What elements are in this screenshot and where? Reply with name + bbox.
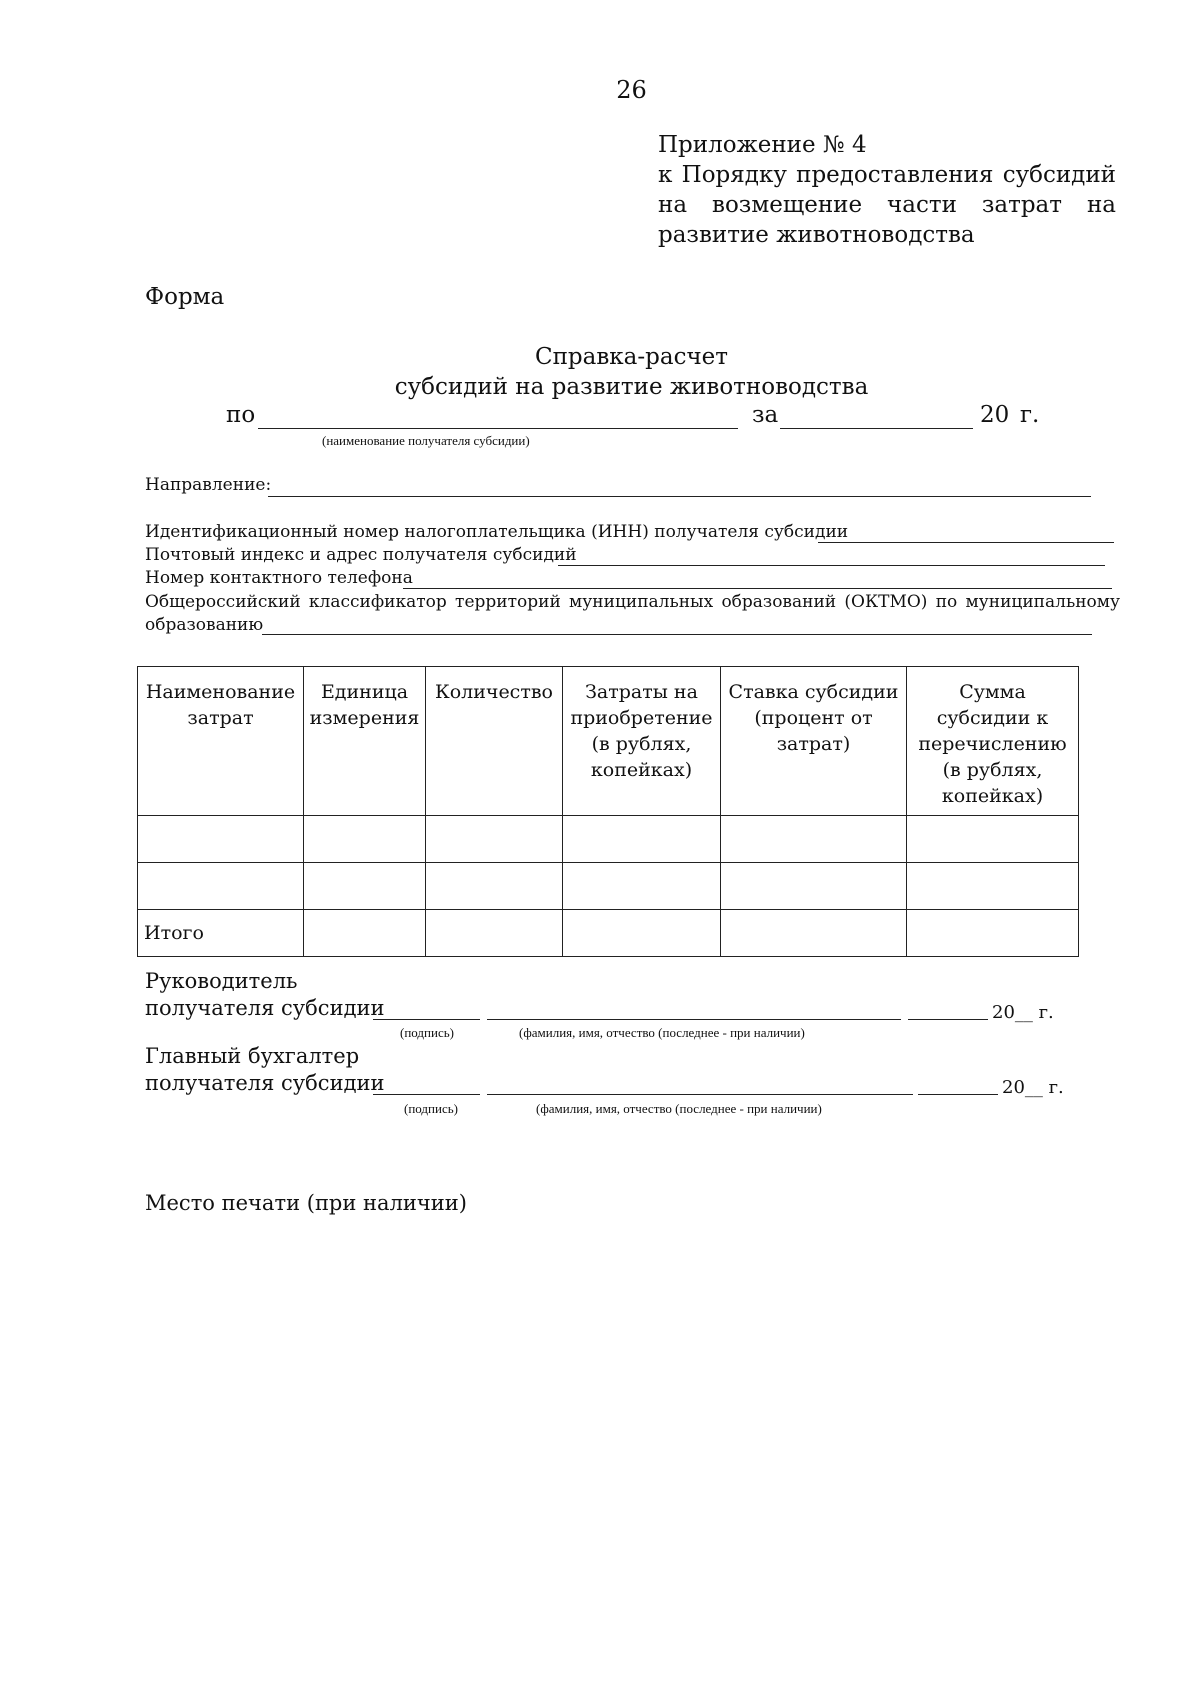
table-cell[interactable]: [721, 910, 907, 957]
table-row: [138, 816, 1079, 863]
table-cell[interactable]: [304, 910, 426, 957]
inn-label: Идентификационный номер налогоплательщика (ИНН) получателя субсидии: [145, 522, 849, 542]
subsidy-table: [137, 666, 1079, 957]
accountant-signature-line[interactable]: [373, 1094, 480, 1095]
direction-line[interactable]: [268, 496, 1091, 497]
recipient-name-line[interactable]: [258, 428, 738, 429]
header-subsidy-rate: Ставка субсидии (процент от затрат): [721, 667, 907, 816]
head-year-mark: 20__ г.: [992, 1002, 1054, 1023]
phone-label: Номер контактного телефона: [145, 568, 413, 588]
accountant-title: Главный бухгалтер: [145, 1044, 360, 1068]
period-suffix: г.: [1020, 402, 1040, 428]
address-label: Почтовый индекс и адрес получателя субсидий: [145, 545, 577, 565]
accountant-name-hint: (фамилия, имя, отчество (последнее - при наличии): [536, 1101, 822, 1116]
period-middle: за: [752, 402, 779, 428]
head-title: Руководитель: [145, 969, 298, 993]
accountant-name-line[interactable]: [487, 1094, 913, 1095]
header-quantity: Количество: [426, 667, 563, 816]
table-cell[interactable]: [907, 910, 1079, 957]
table-cell[interactable]: [721, 816, 907, 863]
page-number: 26: [616, 76, 647, 104]
seal-place: Место печати (при наличии): [145, 1191, 467, 1215]
period-prefix: по: [226, 402, 256, 428]
phone-line[interactable]: [403, 588, 1112, 589]
appendix-block: [658, 130, 1116, 250]
head-title-continued: получателя субсидии: [145, 996, 385, 1020]
total-label: Итого: [138, 910, 304, 957]
header-cost-name: Наименование затрат: [138, 667, 304, 816]
table-cell[interactable]: [907, 816, 1079, 863]
header-unit: Единица измерения: [304, 667, 426, 816]
head-name-hint: (фамилия, имя, отчество (последнее - при наличии): [519, 1025, 805, 1040]
oktmo-line[interactable]: [262, 634, 1092, 635]
head-date-line[interactable]: [908, 1019, 988, 1020]
accountant-title-continued: получателя субсидии: [145, 1071, 385, 1095]
table-cell[interactable]: [907, 863, 1079, 910]
table-total-row: [138, 910, 1079, 957]
table-cell[interactable]: [426, 910, 563, 957]
appendix-body: к Порядку предоставления субсидий на возмещение части затрат на развитие животноводства: [658, 162, 1116, 248]
appendix-title: Приложение № 4: [658, 132, 867, 158]
head-signature-hint: (подпись): [400, 1025, 454, 1040]
document-subtitle: субсидий на развитие животноводства: [394, 374, 869, 400]
accountant-year-mark: 20__ г.: [1002, 1077, 1064, 1098]
table-cell[interactable]: [563, 910, 721, 957]
table-cell[interactable]: [138, 816, 304, 863]
table-cell[interactable]: [563, 816, 721, 863]
table-cell[interactable]: [426, 816, 563, 863]
table-header-row: [138, 667, 1079, 816]
header-subsidy-amount: Сумма субсидии к перечислению (в рублях, копейках): [907, 667, 1079, 816]
oktmo-label: Общероссийский классификатор территорий муниципальных образований (ОКТМО) по муниципальному: [145, 592, 1120, 612]
form-label: Форма: [145, 284, 225, 310]
accountant-signature-hint: (подпись): [404, 1101, 458, 1116]
accountant-date-line[interactable]: [918, 1094, 998, 1095]
period-line[interactable]: [780, 428, 973, 429]
direction-label: Направление:: [145, 475, 272, 495]
table-cell[interactable]: [138, 863, 304, 910]
inn-line[interactable]: [818, 542, 1114, 543]
table-cell[interactable]: [304, 863, 426, 910]
table-row: [138, 863, 1079, 910]
address-line[interactable]: [558, 565, 1105, 566]
table-cell[interactable]: [304, 816, 426, 863]
recipient-hint: (наименование получателя субсидии): [322, 433, 530, 448]
header-purchase-cost: Затраты на приобретение (в рублях, копейках): [563, 667, 721, 816]
table-cell[interactable]: [721, 863, 907, 910]
table-cell[interactable]: [426, 863, 563, 910]
document-title: Справка-расчет: [534, 344, 729, 370]
oktmo-label-continued: образованию: [145, 615, 264, 635]
head-name-line[interactable]: [487, 1019, 901, 1020]
table-cell[interactable]: [563, 863, 721, 910]
period-year: 20: [980, 402, 1010, 428]
head-signature-line[interactable]: [373, 1019, 480, 1020]
